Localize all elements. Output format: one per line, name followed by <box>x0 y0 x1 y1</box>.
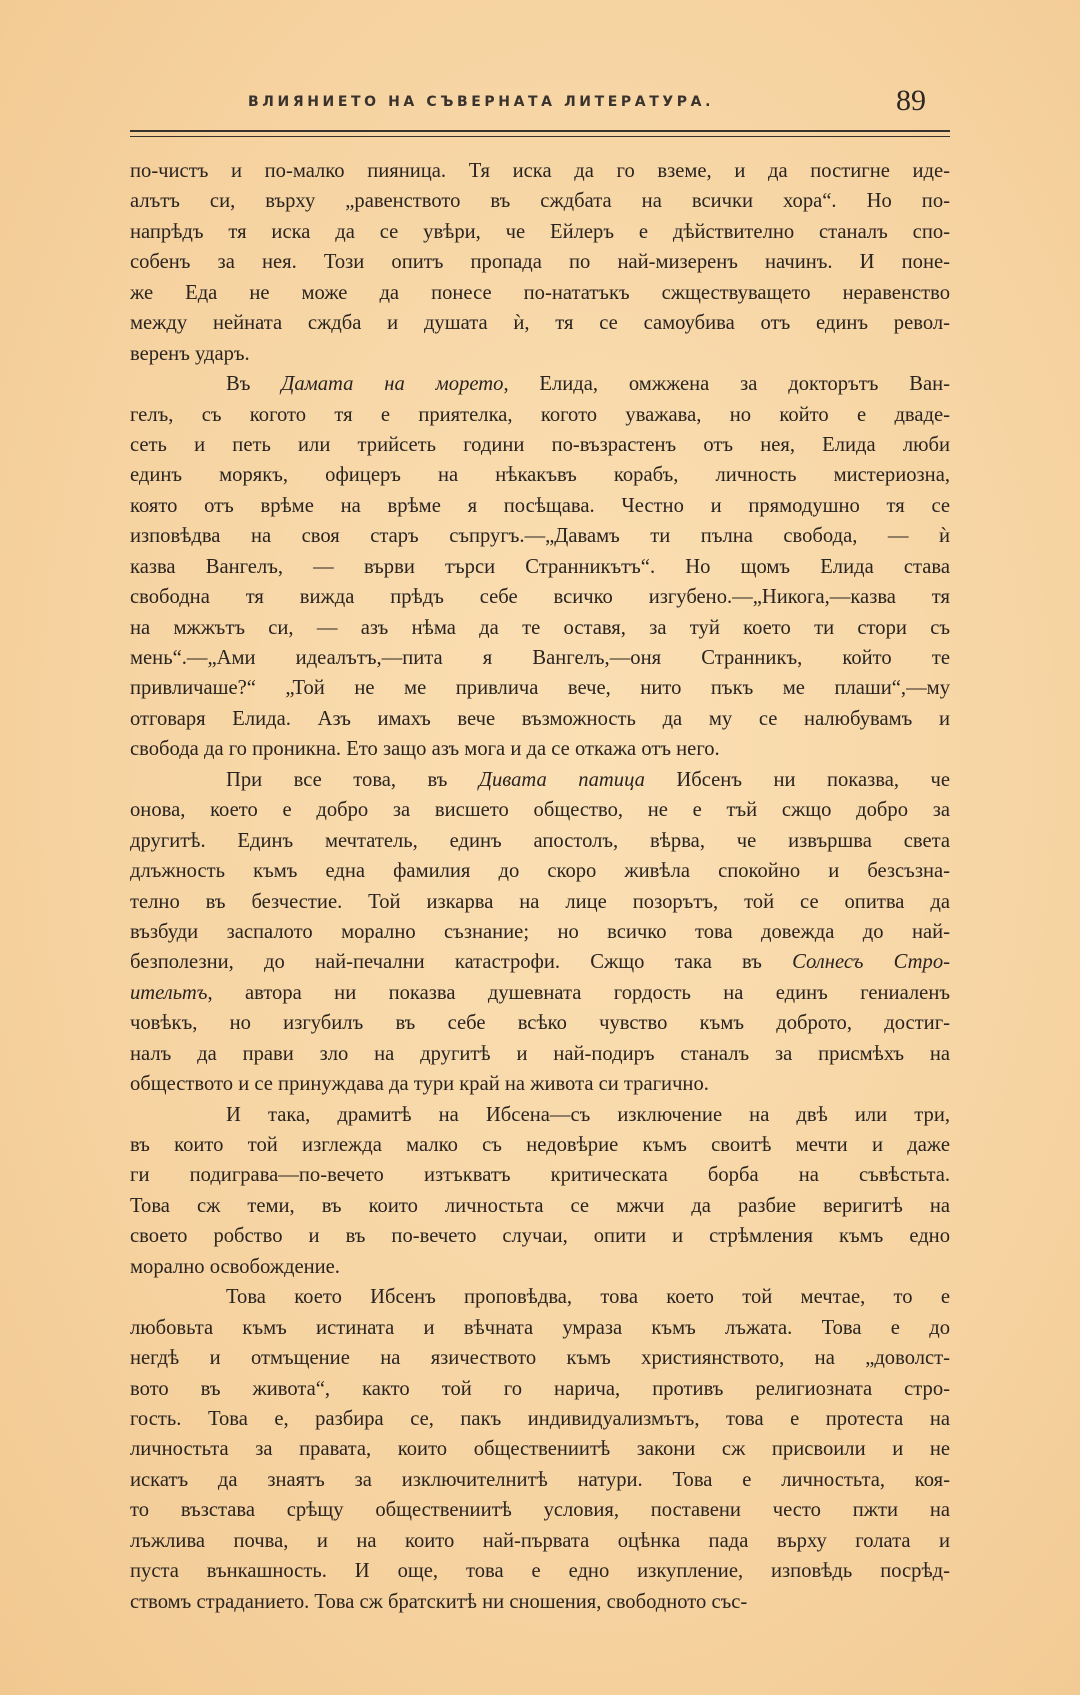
text-run: веренъ ударъ. <box>130 342 250 365</box>
text-line <box>130 1160 950 1190</box>
text-run: сеть и петь или трийсеть години по-възрастенъ отъ нея, Елида люби <box>130 433 950 456</box>
text-line <box>130 308 950 338</box>
text-run: човѣкъ, но изгубилъ въ себе всѣко чувство къмъ доброто, достиг- <box>130 1012 950 1035</box>
text-run: личностьта за правата, които обществениитѣ закони сж присвоили и не <box>130 1438 950 1461</box>
text-run: И така, драмитѣ на Ибсена—съ изключение на двѣ или три, <box>226 1103 950 1126</box>
text-run: негдѣ и отмъщение на язичеството къмъ християнството, на „доволст- <box>130 1347 950 1370</box>
text-run: Въ <box>226 373 282 396</box>
text-line <box>130 1374 950 1404</box>
text-run: ствомъ страданието. Това сж братскитѣ ни сношения, свободното със- <box>130 1590 748 1613</box>
text-run: ги подиграва—по-вечето изтъкватъ критическата борба на съвѣстьта. <box>130 1164 950 1187</box>
text-run: мень“.—„Ами идеалътъ,—пита я Вангелъ,—оня Странникъ, който те <box>130 647 950 669</box>
text-run: налъ да прави зло на другитѣ и най-подиръ станалъ за присмѣхъ на <box>130 1042 950 1065</box>
text-line <box>130 1465 950 1495</box>
text-run: Това което Ибсенъ проповѣдва, това което той мечтае, то е <box>226 1286 950 1309</box>
text-run: При все това, въ <box>226 768 479 791</box>
text-run: привличаше?“ „Той не ме привлича вече, нито пъкъ ме плаши“,—му <box>130 677 950 700</box>
text-run: собенъ за нея. Този опитъ пропада по най-мизеренъ начинъ. И поне- <box>130 251 950 274</box>
text-line <box>130 521 950 551</box>
text-line <box>130 643 950 673</box>
text-line <box>130 1282 950 1312</box>
text-line <box>130 186 950 216</box>
text-line <box>130 765 950 795</box>
text-line <box>130 613 950 643</box>
text-run: искатъ да знаятъ за изключителнитѣ натури. Това е личностьта, коя- <box>130 1468 950 1491</box>
text-line <box>130 887 950 917</box>
text-run: морално освобождение. <box>130 1255 340 1278</box>
text-run: между нейната сждба и душата ѝ, тя се самоубива отъ единъ револ- <box>130 312 950 335</box>
text-run: длъжность къмъ една фамилия до скоро живѣла спокойно и безсъзна- <box>130 860 950 883</box>
text-run: свобода да го проникна. Ето защо азъ мога и да се откажа отъ него. <box>130 738 720 761</box>
text-line <box>130 1191 950 1221</box>
text-run: телно въ безчестие. Той изкарва на лице позорътъ, той се опитва да <box>130 890 950 913</box>
text-run: въ които той изглежда малко съ недовѣрие къмъ своитѣ мечти и даже <box>130 1134 950 1156</box>
text-line <box>130 460 950 490</box>
text-run: казва Вангелъ, — върви търси Странникътъ“. Но щомъ Елида става <box>130 555 950 578</box>
text-line <box>130 1526 950 1556</box>
text-run: любовьта къмъ истината и вѣчната умраза къмъ лъжата. Това е до <box>130 1316 950 1339</box>
text-run: Това сж теми, въ които личностьта се мжчи да разбие веригитѣ на <box>130 1194 950 1217</box>
text-run: която отъ врѣме на врѣме я посѣщава. Честно и прямодушно тя се <box>130 494 950 517</box>
text-line <box>130 826 950 856</box>
text-line <box>130 247 950 277</box>
text-line <box>130 552 950 582</box>
text-run: лъжлива почва, и на които най-първата оцѣнка пада върху голата и <box>130 1529 950 1552</box>
text-line <box>130 1039 950 1069</box>
text-line <box>130 1100 950 1130</box>
header-rule <box>130 130 950 137</box>
text-run: своето робство и въ по-вечето случаи, опити и стрѣмления къмъ едно <box>130 1225 950 1248</box>
text-line <box>130 1434 950 1464</box>
paragraph <box>130 1282 950 1617</box>
text-run: напрѣдъ тя иска да се увѣри, че Ейлеръ е дѣйствително станалъ спо- <box>130 220 950 243</box>
text-run: же Еда не може да понесе по-нататъкъ сжществуващето неравенство <box>130 281 950 304</box>
text-line <box>130 1404 950 1434</box>
text-run: Ибсенъ ни показва, че <box>644 768 950 791</box>
text-line <box>130 734 950 764</box>
page-header <box>130 82 950 122</box>
text-line <box>130 1556 950 1586</box>
text-line <box>130 1343 950 1373</box>
text-line <box>130 947 950 977</box>
text-run: отговаря Елида. Азъ имахъ вече възможность да му се налюбувамъ и <box>130 707 950 730</box>
text-run: онова, което е добро за висшето общество, не е тъй сжщо добро за <box>130 799 950 822</box>
text-line <box>130 156 950 186</box>
text-line <box>130 978 950 1008</box>
text-line <box>130 339 950 369</box>
text-run: гость. Това е, разбира се, пакъ индивидуализмътъ, това е протеста на <box>130 1407 950 1430</box>
text-run: свободна тя вижда прѣдъ себе всичко изгубено.—„Никога,—казва тя <box>130 586 950 609</box>
text-run: възбуди заспалото морално съзнание; но всичко това довежда до най- <box>130 920 950 943</box>
text-line <box>130 704 950 734</box>
text-run: другитѣ. Единъ мечтатель, единъ апостолъ, вѣрва, че извършва света <box>130 829 950 852</box>
italic-title: Дамата на морето <box>281 373 504 396</box>
text-line <box>130 1130 950 1160</box>
text-run: гелъ, съ когото тя е приятелка, когото уважава, но който е дваде- <box>130 403 950 426</box>
text-run: , автора ни показва душевната гордость на единъ гениаленъ <box>207 981 950 1004</box>
text-line <box>130 1495 950 1525</box>
paragraph <box>130 369 950 765</box>
body-text <box>130 156 950 1617</box>
page-number: 89 <box>896 84 926 117</box>
text-line <box>130 369 950 399</box>
text-run: , Елида, омжжена за докторътъ Ван- <box>503 373 950 396</box>
text-run: единъ морякъ, офицеръ на нѣкакъвъ корабъ, личность мистериозна, <box>130 464 950 487</box>
text-run: безполезни, до най-печални катастрофи. Сжщо така въ <box>130 951 793 974</box>
text-line <box>130 1069 950 1099</box>
text-run: по-чистъ и по-малко пияница. Тя иска да го вземе, и да постигне иде- <box>130 160 950 182</box>
text-run: пуста вънкашность. И още, това е едно изкупление, изповѣдь посрѣд- <box>130 1560 950 1583</box>
text-line <box>130 673 950 703</box>
text-run: изповѣдва на своя старъ съпругъ.—„Давамъ ти пълна свобода, — ѝ <box>130 525 950 548</box>
text-run: вото въ живота“, както той го нарича, противъ религиозната стро- <box>130 1377 950 1400</box>
text-run: алътъ си, върху „равенството въ сждбата на всички хора“. Но по- <box>130 190 950 213</box>
paragraph <box>130 156 950 369</box>
text-line <box>130 1221 950 1251</box>
text-line <box>130 1587 950 1617</box>
text-line <box>130 917 950 947</box>
italic-title: Дивата патица <box>478 768 645 791</box>
text-line <box>130 1252 950 1282</box>
italic-title: ительтъ <box>130 981 208 1004</box>
text-line <box>130 278 950 308</box>
paragraph <box>130 765 950 1100</box>
italic-title: Солнесъ Стро- <box>792 951 950 974</box>
text-line <box>130 795 950 825</box>
text-line <box>130 1313 950 1343</box>
text-line <box>130 400 950 430</box>
text-line <box>130 1008 950 1038</box>
text-run: то възстава срѣщу обществениитѣ условия, поставени често пжти на <box>130 1499 950 1522</box>
text-run: на мжжътъ си, — азъ нѣма да те оставя, за туй което ти стори съ <box>130 616 950 639</box>
paragraph <box>130 1100 950 1283</box>
text-run: обществото и се принуждава да тури край на живота си трагично. <box>130 1073 709 1096</box>
text-line <box>130 582 950 612</box>
running-title: ВЛИЯНИЕТО НА СЪВЕРНАТА ЛИТЕРАТУРА. <box>248 94 714 110</box>
text-line <box>130 491 950 521</box>
text-line <box>130 856 950 886</box>
text-line <box>130 217 950 247</box>
text-line <box>130 430 950 460</box>
